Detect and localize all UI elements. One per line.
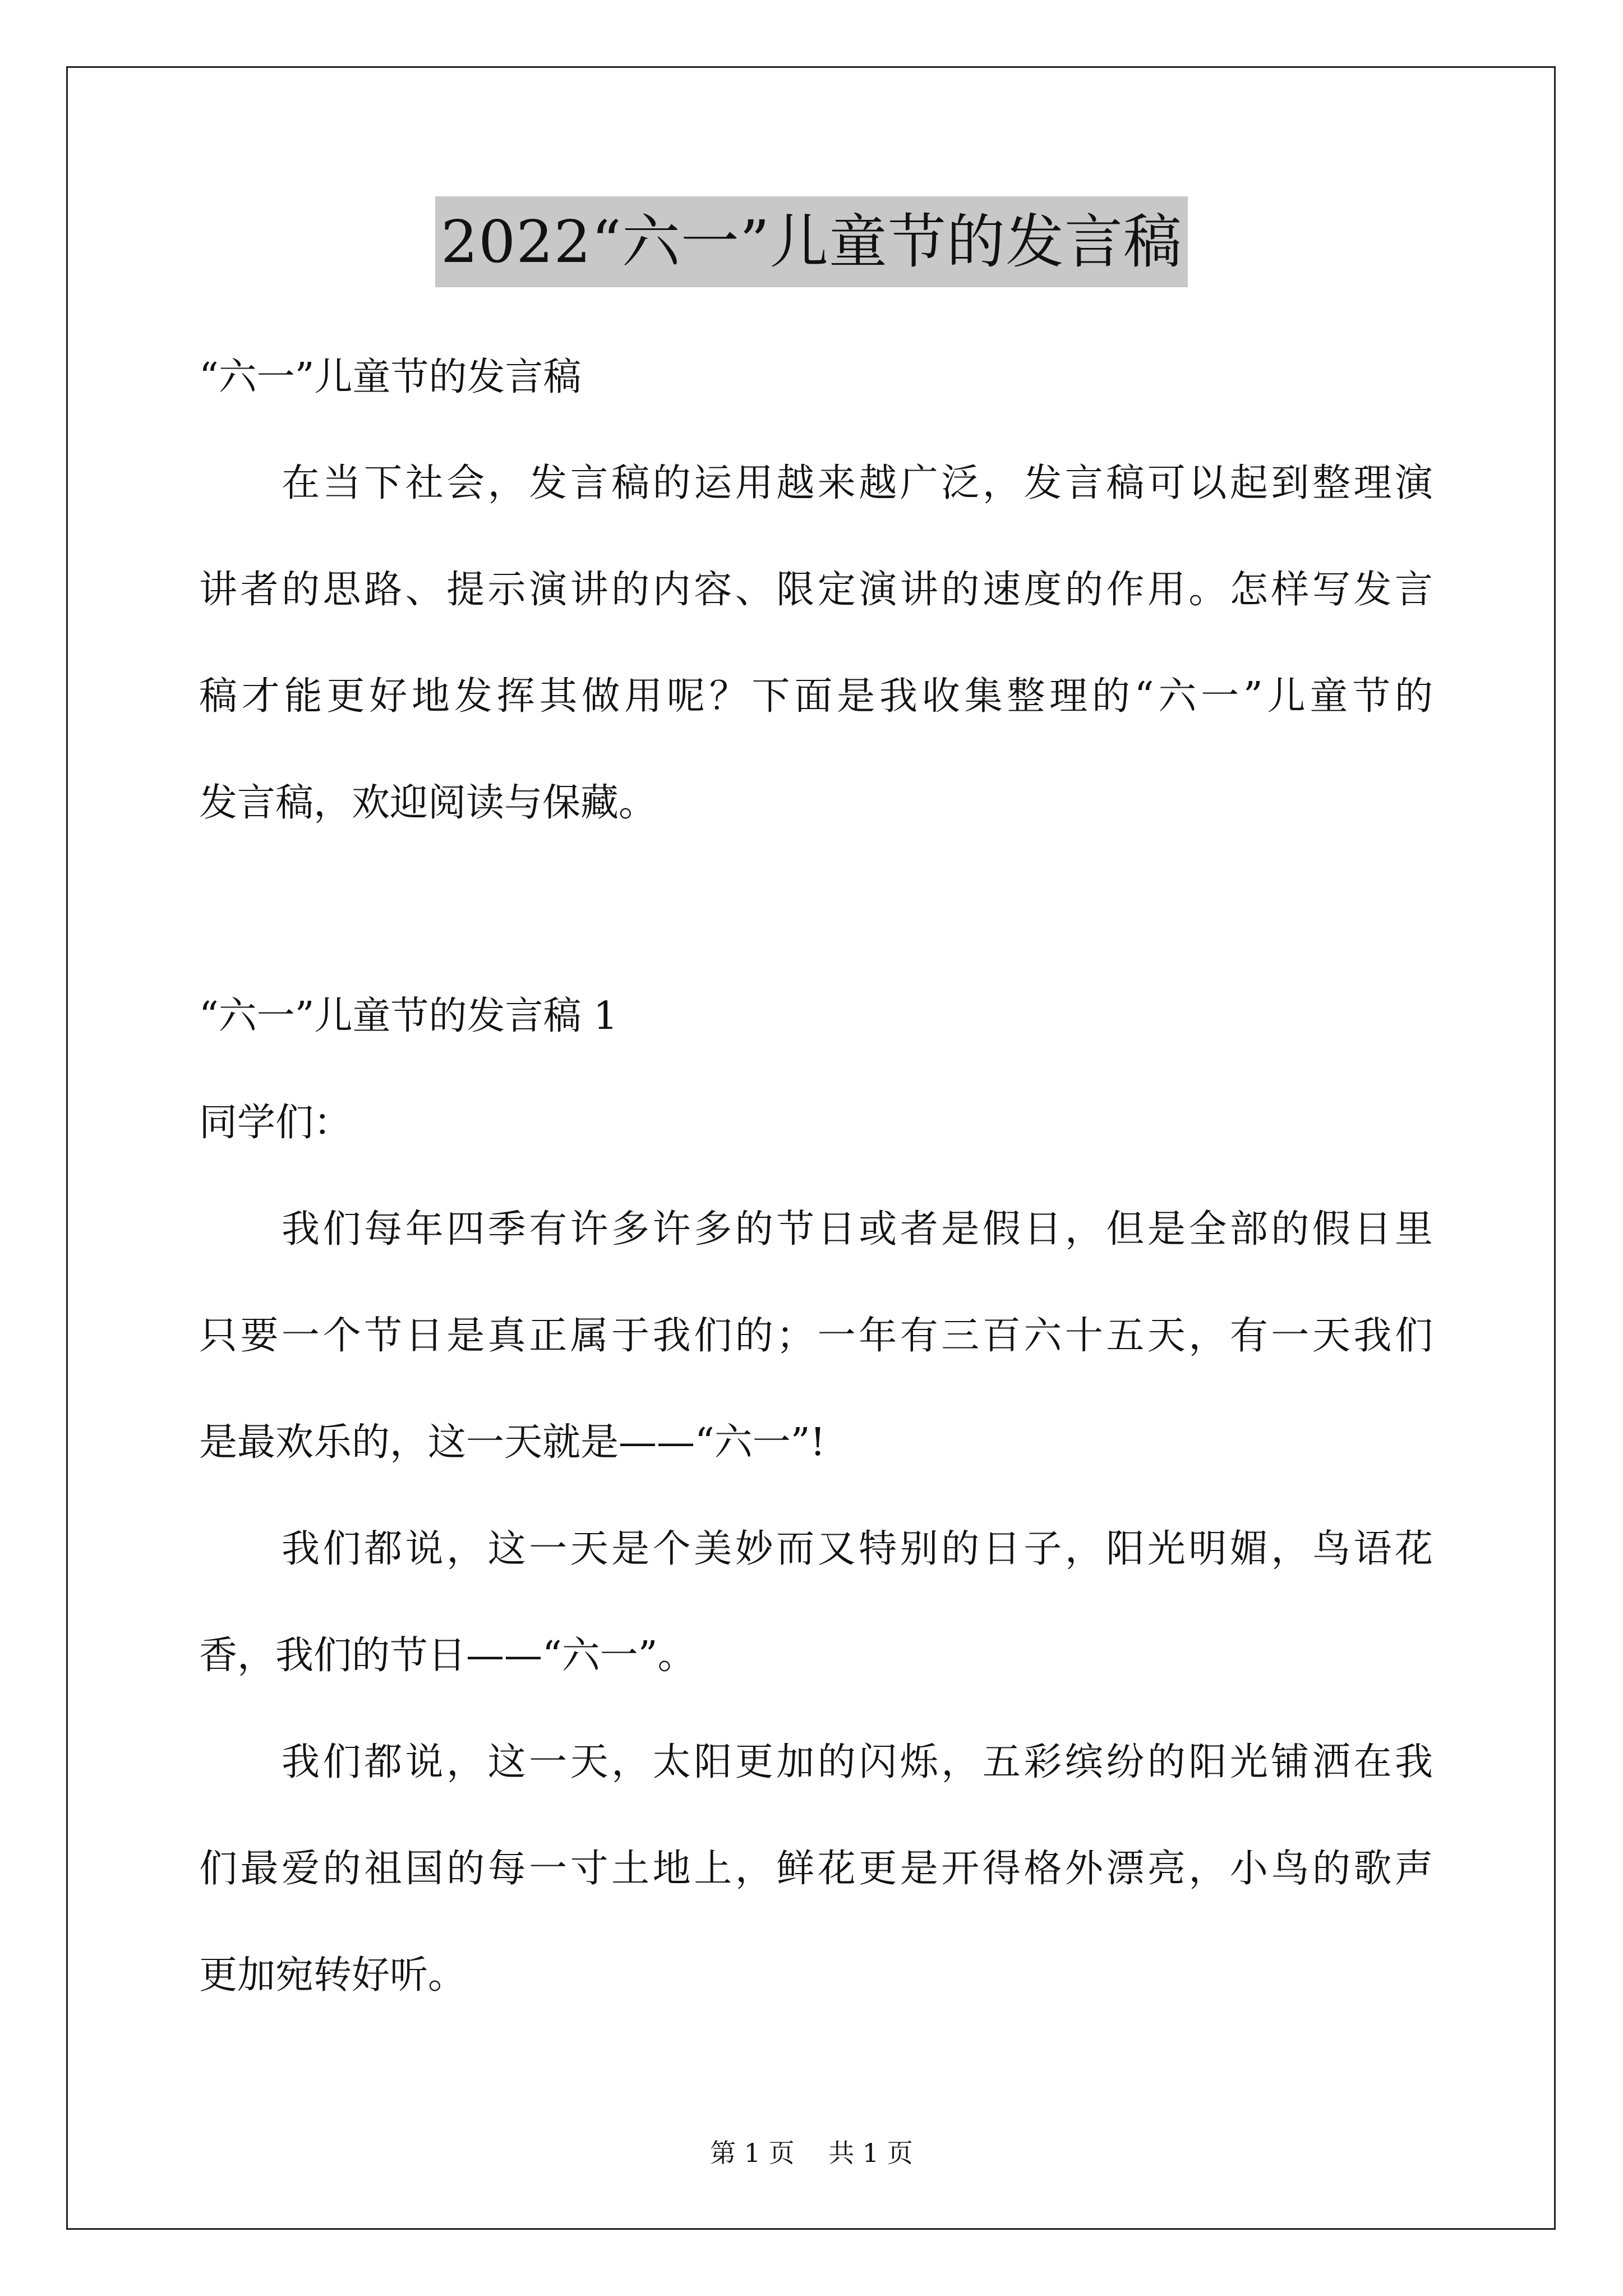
paragraph-line: 我们每年四季有许多许多的节日或者是假日，但是全部的假日里 [199,1207,1433,1251]
section-heading: “六一”儿童节的发言稿 1 [199,994,618,1038]
paragraph-line: 只要一个节日是真正属于我们的；一年有三百六十五天，有一天我们 [199,1314,1433,1358]
paragraph-line: 是最欢乐的，这一天就是——“六一”! [199,1420,826,1465]
page-footer: 第 1 页 共 1 页 [710,2138,913,2168]
title-container [0,196,1623,287]
section-heading: “六一”儿童节的发言稿 [199,355,582,399]
paragraph-line: 在当下社会，发言稿的运用越来越广泛，发言稿可以起到整理演 [199,461,1433,505]
paragraph-line: 们最爱的祖国的每一寸土地上，鲜花更是开得格外漂亮，小鸟的歌声 [199,1847,1433,1891]
paragraph-line: 我们都说，这一天，太阳更加的闪烁，五彩缤纷的阳光铺洒在我 [199,1740,1433,1784]
paragraph-line: 稿才能更好地发挥其做用呢？下面是我收集整理的“六一”儿童节的 [199,674,1433,719]
salutation: 同学们： [199,1101,352,1145]
paragraph-line: 发言稿，欢迎阅读与保藏。 [199,781,657,825]
paragraph-line: 香，我们的节日——“六一”。 [199,1634,696,1678]
paragraph-line: 更加宛转好听。 [199,1953,467,1998]
document-title: 2022“六一”儿童节的发言稿 [435,196,1188,287]
paragraph-line: 讲者的思路、提示演讲的内容、限定演讲的速度的作用。怎样写发言 [199,568,1433,612]
paragraph-line: 我们都说，这一天是个美妙而又特别的日子，阳光明媚，鸟语花 [199,1527,1433,1571]
